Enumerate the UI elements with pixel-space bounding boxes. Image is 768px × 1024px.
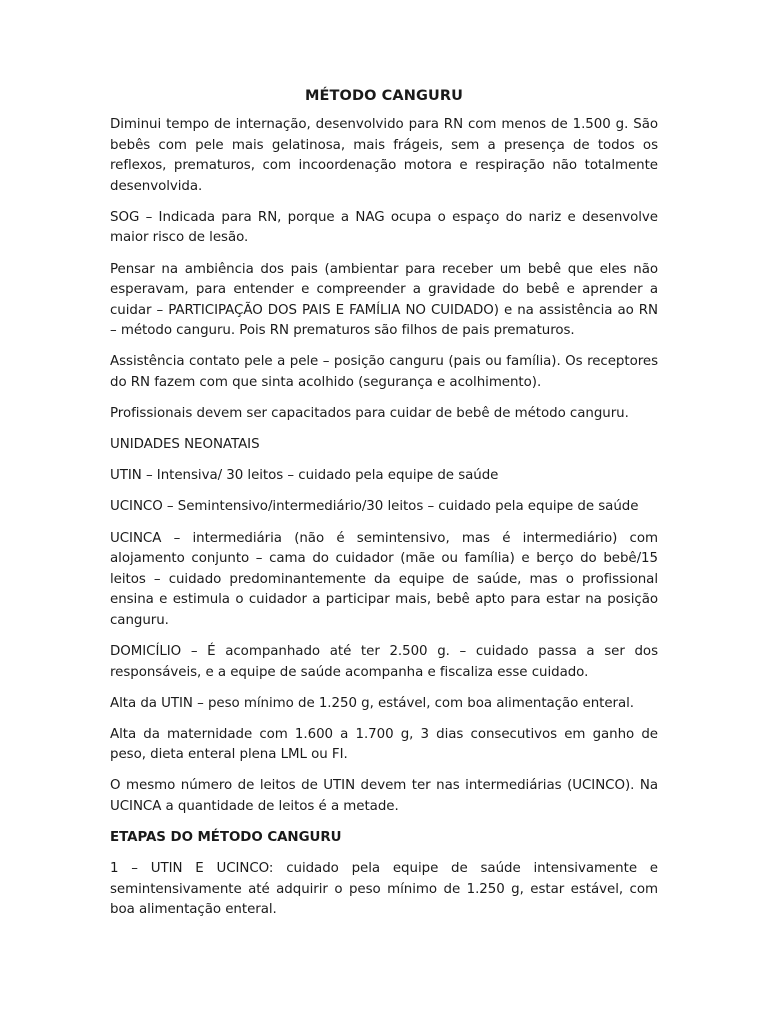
paragraph-alta-utin: Alta da UTIN – peso mínimo de 1.250 g, estável, com boa alimentação enteral. (110, 695, 635, 711)
paragraph-alta-maternidade: Alta da maternidade com 1.600 a 1.700 g, 3 dias consecutivos em ganho de peso, dieta enteral plena LML ou FI. (110, 726, 658, 763)
section-heading-unidades: UNIDADES NEONATAIS (110, 437, 260, 453)
paragraph-utin: UTIN – Intensiva/ 30 leitos – cuidado pela equipe de saúde (110, 468, 499, 484)
paragraph-ucinco: UCINCO – Semintensivo/intermediário/30 leitos – cuidado pela equipe de saúde (110, 499, 639, 515)
paragraph-profissionais: Profissionais devem ser capacitados para cuidar de bebê de método canguru. (110, 406, 629, 422)
paragraph-intro: Diminui tempo de internação, desenvolvido para RN com menos de 1.500 g. São bebês com pele mais gelatinosa, mais frágeis, sem a presença de todos os reflexos, prematuros, com incoordenação motora e respiração não totalmente desenvolvida. (110, 117, 658, 194)
paragraph-leitos: O mesmo número de leitos de UTIN devem ter nas intermediárias (UCINCO). Na UCINCA a quantidade de leitos é a metade. (110, 778, 658, 815)
paragraph-ambiencia: Pensar na ambiência dos pais (ambientar para receber um bebê que eles não esperavam, para entender e compreender a gravidade do bebê e aprender a cuidar – PARTICIPAÇÃO DOS PAIS E FAMÍLIA NO CUIDADO) e na assistência ao RN – método canguru. Pois RN prematuros são filhos de pais prematuros. (110, 261, 658, 339)
paragraph-ucinca: UCINCA – intermediária (não é semintensivo, mas é intermediário) com alojamento conjunto – cama do cuidador (mãe ou família) e berço do bebê/15 leitos – cuidado predominantemente da equipe de saúde, mas o profissional ensina e estimula o cuidador a participar mais, bebê apto para estar na posição canguru. (110, 530, 658, 628)
document-page (110, 86, 658, 932)
paragraph-assistencia: Assistência contato pele a pele – posição canguru (pais ou família). Os receptores do RN fazem com que sinta acolhido (segurança e acolhimento). (110, 354, 658, 391)
paragraph-sog: SOG – Indicada para RN, porque a NAG ocupa o espaço do nariz e desenvolve maior risco de lesão. (110, 209, 658, 246)
document-title: MÉTODO CANGURU (305, 88, 463, 104)
paragraph-domicilio: DOMICÍLIO – É acompanhado até ter 2.500 g. – cuidado passa a ser dos responsáveis, e a equipe de saúde acompanha e fiscaliza esse cuidado. (110, 643, 658, 680)
paragraph-etapa-1: 1 – UTIN E UCINCO: cuidado pela equipe de saúde intensivamente e semintensivamente até adquirir o peso mínimo de 1.250 g, estar estável, com boa alimentação enteral. (110, 861, 658, 918)
section-heading-etapas: ETAPAS DO MÉTODO CANGURU (110, 830, 342, 846)
